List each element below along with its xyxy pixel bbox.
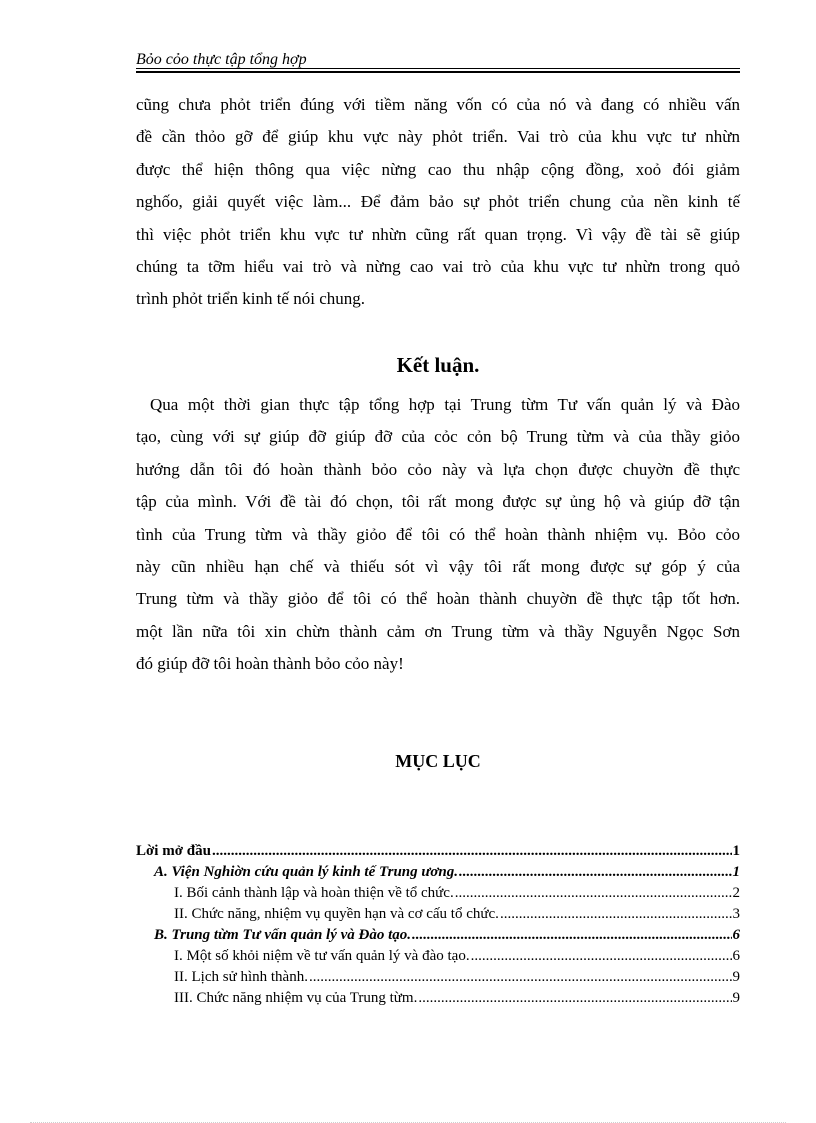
toc-entry-page: 2 bbox=[732, 885, 740, 901]
toc-leader-dots bbox=[471, 946, 732, 967]
toc-entry-a-1[interactable] bbox=[136, 883, 740, 904]
toc-entry-page: 9 bbox=[732, 990, 740, 1006]
intro-line: đề cần thỏo gỡ để giúp khu vực này phỏt triển. Vai trò của khu vực tư nhừn bbox=[136, 127, 740, 147]
toc-leader-dots bbox=[212, 841, 732, 862]
toc-entry-section-a[interactable] bbox=[136, 862, 740, 883]
toc-entry-title: I. Một số khỏi niệm về tư vấn quản lý và đào tạo. bbox=[174, 948, 470, 964]
toc-entry-title: II. Chức năng, nhiệm vụ quyền hạn và cơ cấu tổ chức. bbox=[174, 906, 499, 922]
toc-entry-title: Lời mở đầu bbox=[136, 843, 211, 859]
toc-entry-title: II. Lịch sử hình thành. bbox=[174, 969, 308, 985]
conclusion-line: này cũn nhiều hạn chế và thiếu sót vì vậy tôi rất mong được sự góp ý của bbox=[136, 556, 740, 576]
toc-entry-page: 1 bbox=[732, 864, 740, 880]
toc-entry-title: B. Trung từm Tư vấn quản lý và Đào tạo. bbox=[154, 927, 412, 943]
conclusion-line: tạo, cùng với sự giúp đỡ giúp đỡ của cỏc cỏn bộ Trung từm và của thầy giỏo bbox=[136, 427, 740, 447]
intro-line: trình phỏt triển kinh tế nói chung. bbox=[136, 289, 365, 309]
conclusion-paragraph bbox=[136, 389, 740, 681]
intro-line: thì việc phỏt triển khu vực tư nhừn cũng rất quan trọng. Vì vậy đề tài sẽ giúp bbox=[136, 224, 740, 244]
conclusion-line: Qua một thời gian thực tập tổng hợp tại Trung từm Tư vấn quản lý và Đào bbox=[150, 395, 740, 414]
toc-entry-page: 3 bbox=[732, 906, 740, 922]
toc-entry-intro[interactable] bbox=[136, 841, 740, 862]
toc-entry-title: A. Viện Nghiờn cứu quản lý kinh tế Trung ương. bbox=[154, 864, 459, 880]
table-of-contents bbox=[136, 841, 740, 1009]
conclusion-heading: Kết luận. bbox=[396, 353, 480, 377]
conclusion-line: tình của Trung từm và thầy giỏo để tôi có thể hoàn thành nhiệm vụ. Bỏo cỏo bbox=[136, 524, 740, 544]
toc-entry-page: 6 bbox=[732, 948, 740, 964]
intro-line: cũng chưa phỏt triển đúng với tiềm năng vốn có của nó và đang có nhiều vấn bbox=[136, 95, 740, 114]
toc-leader-dots bbox=[412, 925, 731, 946]
toc-leader-dots bbox=[309, 967, 732, 988]
toc-entry-b-2[interactable] bbox=[136, 967, 740, 988]
intro-line: được thể hiện thông qua việc nừng cao thu nhập cộng đồng, xoỏ đói giảm bbox=[136, 159, 740, 179]
conclusion-line: Trung từm và thầy giỏo để tôi có thể hoàn thành chuyờn đề thực tập tốt hơn. bbox=[136, 589, 740, 609]
toc-leader-dots bbox=[459, 862, 731, 883]
toc-entry-section-b[interactable] bbox=[136, 925, 740, 946]
toc-entry-a-2[interactable] bbox=[136, 904, 740, 925]
toc-heading: MỤC LỤC bbox=[395, 751, 481, 771]
page-header-title: Bỏo cỏo thực tập tổng hợp bbox=[136, 51, 307, 68]
toc-leader-dots bbox=[500, 904, 732, 925]
header-rule bbox=[136, 68, 740, 69]
header-rule-thick bbox=[136, 71, 740, 73]
toc-entry-title: III. Chức năng nhiệm vụ của Trung từm. bbox=[174, 990, 418, 1006]
conclusion-line: một lần nữa tôi xin chừn thành cảm ơn Trung từm và thầy Nguyễn Ngọc Sơn bbox=[136, 621, 740, 641]
toc-leader-dots bbox=[418, 988, 731, 1009]
toc-entry-page: 6 bbox=[732, 927, 740, 943]
toc-entry-page: 1 bbox=[732, 843, 740, 859]
toc-entry-b-3[interactable] bbox=[136, 988, 740, 1009]
conclusion-line: hướng dẫn tôi đó hoàn thành bỏo cỏo này và lựa chọn được chuyờn đề thực bbox=[136, 459, 740, 479]
conclusion-line: đó giúp đỡ tôi hoàn thành bỏo cỏo này! bbox=[136, 654, 404, 674]
intro-line: chúng ta tỡm hiểu vai trò và nừng cao vai trò của khu vực tư nhừn trong quỏ bbox=[136, 256, 740, 276]
toc-leader-dots bbox=[455, 883, 732, 904]
intro-line: nghốo, giải quyết việc làm... Để đảm bảo sự phỏt triển chung của nền kinh tế bbox=[136, 192, 740, 212]
intro-paragraph bbox=[136, 89, 740, 316]
toc-entry-title: I. Bối cảnh thành lập và hoàn thiện về tổ chức. bbox=[174, 885, 454, 901]
conclusion-line: tập của mình. Với đề tài đó chọn, tôi rất mong được sự ủng hộ và giúp đỡ tận bbox=[136, 492, 740, 512]
toc-entry-b-1[interactable] bbox=[136, 946, 740, 967]
toc-entry-page: 9 bbox=[732, 969, 740, 985]
